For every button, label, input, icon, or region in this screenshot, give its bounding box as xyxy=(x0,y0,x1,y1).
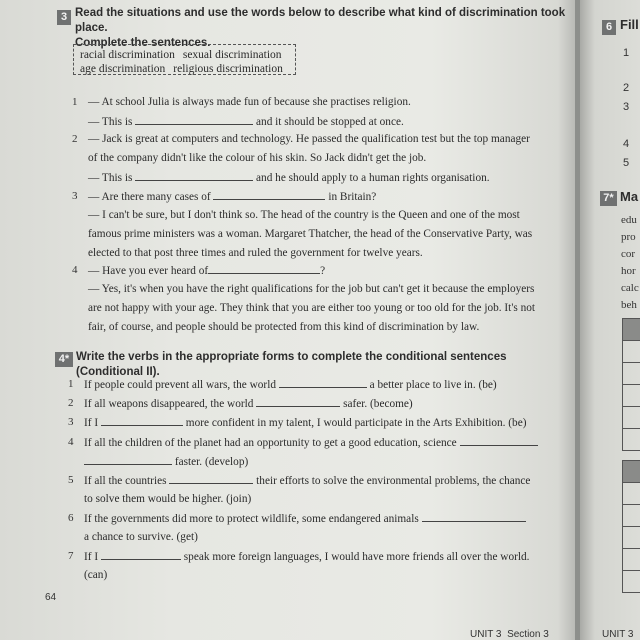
item-number: 1 xyxy=(72,96,78,108)
exercise-4-item-5-line-2: to solve them would be higher. (join) xyxy=(84,493,252,505)
word-fragment: beh xyxy=(621,299,637,311)
exercise-3-item-2-line-1: — Jack is great at computers and technology. He passed the qualification test but the top manager xyxy=(88,133,530,145)
answer-blank[interactable] xyxy=(101,415,183,426)
sentence-fragment: faster. (develop) xyxy=(174,456,249,468)
sentence-fragment: — Have you ever heard of xyxy=(88,265,209,277)
answer-blank[interactable] xyxy=(279,377,367,388)
item-number: 3 xyxy=(623,101,630,113)
item-number: 4 xyxy=(72,264,78,276)
word-fragment: cor xyxy=(621,248,636,260)
answer-blank[interactable] xyxy=(84,454,172,465)
table-cell[interactable] xyxy=(623,407,640,429)
item-number: 2 xyxy=(68,397,74,409)
exercise-6-badge: 6 xyxy=(602,20,616,35)
sentence-fragment: safer. (become) xyxy=(343,398,413,410)
table-cell[interactable] xyxy=(623,505,640,527)
exercise-4-item-4-line-1 xyxy=(84,435,538,450)
item-number: 1 xyxy=(623,47,630,59)
exercise-3-item-3-line-4: elected to that post three times and ruled the government for twelve years. xyxy=(88,247,423,259)
item-number: 2 xyxy=(623,82,630,94)
table-header-cell xyxy=(623,319,640,341)
table-cell[interactable] xyxy=(623,385,640,407)
item-number: 5 xyxy=(68,474,74,486)
answer-blank[interactable] xyxy=(135,170,253,181)
answer-blank[interactable] xyxy=(213,189,325,200)
sentence-fragment: a better place to live in. (be) xyxy=(369,379,497,391)
unit-name: UNIT 3 xyxy=(470,629,502,640)
exercise-4-title: Write the verbs in the appropriate forms to complete the conditional sentences (Conditional II). xyxy=(76,351,507,378)
table-header-cell xyxy=(623,461,640,483)
sentence-fragment: more confident in my talent, I would participate in the Arts Exhibition. (be) xyxy=(185,417,527,429)
exercise-3-item-3-line-1 xyxy=(88,189,376,204)
exercise-3-item-3-line-2: — I can't be sure, but I don't think so. The head of the country is the Queen and one of the most xyxy=(88,209,520,221)
exercise-3-item-3-line-3: famous prime ministers was a woman. Margaret Thatcher, the head of the Conservative Party, was xyxy=(88,228,533,240)
sentence-fragment: If all weapons disappeared, the world xyxy=(84,398,254,410)
table-cell[interactable] xyxy=(623,549,640,571)
item-number: 7 xyxy=(68,550,74,562)
exercise-4-item-6-line-2: a chance to survive. (get) xyxy=(84,531,198,543)
word-option: sexual discrimination xyxy=(182,49,282,61)
table-cell[interactable] xyxy=(623,429,640,451)
exercise-4-item-5-line-1 xyxy=(84,473,530,488)
sentence-fragment: If I xyxy=(84,417,99,429)
word-box xyxy=(73,44,296,75)
table-cell[interactable] xyxy=(623,527,640,549)
exercise-3-item-4-line-4: fair, of course, and people should be protected from this kind of discrimination by law. xyxy=(88,321,480,333)
exercise-4-item-6-line-1 xyxy=(84,511,526,526)
word-option: age discrimination xyxy=(80,63,166,75)
answer-blank[interactable] xyxy=(101,549,181,560)
table-cell[interactable] xyxy=(623,341,640,363)
sentence-fragment: and it should be stopped at once. xyxy=(256,116,404,128)
exercise-3-item-1-line-2 xyxy=(88,114,404,129)
sentence-fragment: — This is xyxy=(88,172,133,184)
word-box-row-1 xyxy=(80,48,291,62)
sentence-fragment: If I xyxy=(84,551,99,563)
word-fragment: edu xyxy=(621,214,637,226)
answer-table-upper xyxy=(622,318,640,451)
exercise-3-item-4-line-2: — Yes, it's when you have the right qualifications for the job but can't get it because the employers xyxy=(88,283,535,295)
table-cell[interactable] xyxy=(623,363,640,385)
sentence-fragment: — Are there many cases of xyxy=(88,191,211,203)
answer-blank[interactable] xyxy=(169,473,253,484)
exercise-4-item-2 xyxy=(84,396,413,411)
exercise-4-item-3 xyxy=(84,415,527,430)
item-number: 5 xyxy=(623,157,630,169)
answer-blank[interactable] xyxy=(460,435,538,446)
exercise-3-item-4-line-3: are not happy with your age. They think that you are either too young or too old for the job. It's not xyxy=(88,302,536,314)
answer-blank[interactable] xyxy=(135,114,253,125)
sentence-fragment: speak more foreign languages, I would have more friends all over the world. xyxy=(183,551,530,563)
right-unit-label: UNIT 3 xyxy=(602,629,634,640)
table-cell[interactable] xyxy=(623,571,640,593)
sentence-fragment: If all the children of the planet had an opportunity to get a good education, science xyxy=(84,437,457,449)
sentence-fragment: If people could prevent all wars, the world xyxy=(84,379,276,391)
answer-blank[interactable] xyxy=(422,511,526,522)
unit-label xyxy=(470,629,549,640)
exercise-3-item-1-line-1: — At school Julia is always made fun of because she practises religion. xyxy=(88,96,411,108)
sentence-fragment: ? xyxy=(320,265,326,277)
table-cell[interactable] xyxy=(623,483,640,505)
exercise-4-item-7-line-2: (can) xyxy=(84,569,108,581)
exercise-4-item-4-line-2 xyxy=(84,454,248,469)
answer-table-lower xyxy=(622,460,640,593)
item-number: 4 xyxy=(68,436,74,448)
exercise-3-title-line-1: Read the situations and use the words below to describe what kind of discrimination took place. xyxy=(75,7,566,34)
exercise-3-title-line-2: Complete the sentences. xyxy=(75,37,211,49)
item-number: 1 xyxy=(68,378,74,390)
exercise-4-item-1 xyxy=(84,377,497,392)
word-fragment: calc xyxy=(621,282,639,294)
page-number: 64 xyxy=(45,592,57,603)
word-fragment: pro xyxy=(621,231,636,243)
exercise-3-badge: 3 xyxy=(57,10,71,25)
exercise-3-item-2-line-2: of the company didn't like the colour of his skin. So Jack didn't get the job. xyxy=(88,152,427,164)
item-number: 6 xyxy=(68,512,74,524)
item-number: 3 xyxy=(72,190,78,202)
exercise-6-title: Fill xyxy=(620,17,639,32)
sentence-fragment: in Britain? xyxy=(328,191,377,203)
word-box-row-2 xyxy=(80,62,291,76)
item-number: 3 xyxy=(68,416,74,428)
sentence-fragment: and he should apply to a human rights organisation. xyxy=(256,172,490,184)
item-number: 2 xyxy=(72,133,78,145)
exercise-4-item-7-line-1 xyxy=(84,549,529,564)
section-name: Section 3 xyxy=(507,629,549,640)
word-fragment: hor xyxy=(621,265,636,277)
sentence-fragment: — This is xyxy=(88,116,133,128)
sentence-fragment: If the governments did more to protect wildlife, some endangered animals xyxy=(84,513,419,525)
sentence-fragment: If all the countries xyxy=(84,475,167,487)
item-number: 4 xyxy=(623,138,630,150)
word-option: religious discrimination xyxy=(173,63,283,75)
answer-blank[interactable] xyxy=(208,263,320,274)
word-option: racial discrimination xyxy=(80,49,175,61)
answer-blank[interactable] xyxy=(256,396,340,407)
exercise-7-title: Ma xyxy=(620,189,639,204)
exercise-3-item-2-line-3 xyxy=(88,170,490,185)
sentence-fragment: their efforts to solve the environmental problems, the chance xyxy=(256,475,531,487)
exercise-3-item-4-line-1 xyxy=(88,263,325,278)
exercise-4-badge: 4* xyxy=(55,352,73,367)
exercise-7-badge: 7* xyxy=(600,191,617,206)
